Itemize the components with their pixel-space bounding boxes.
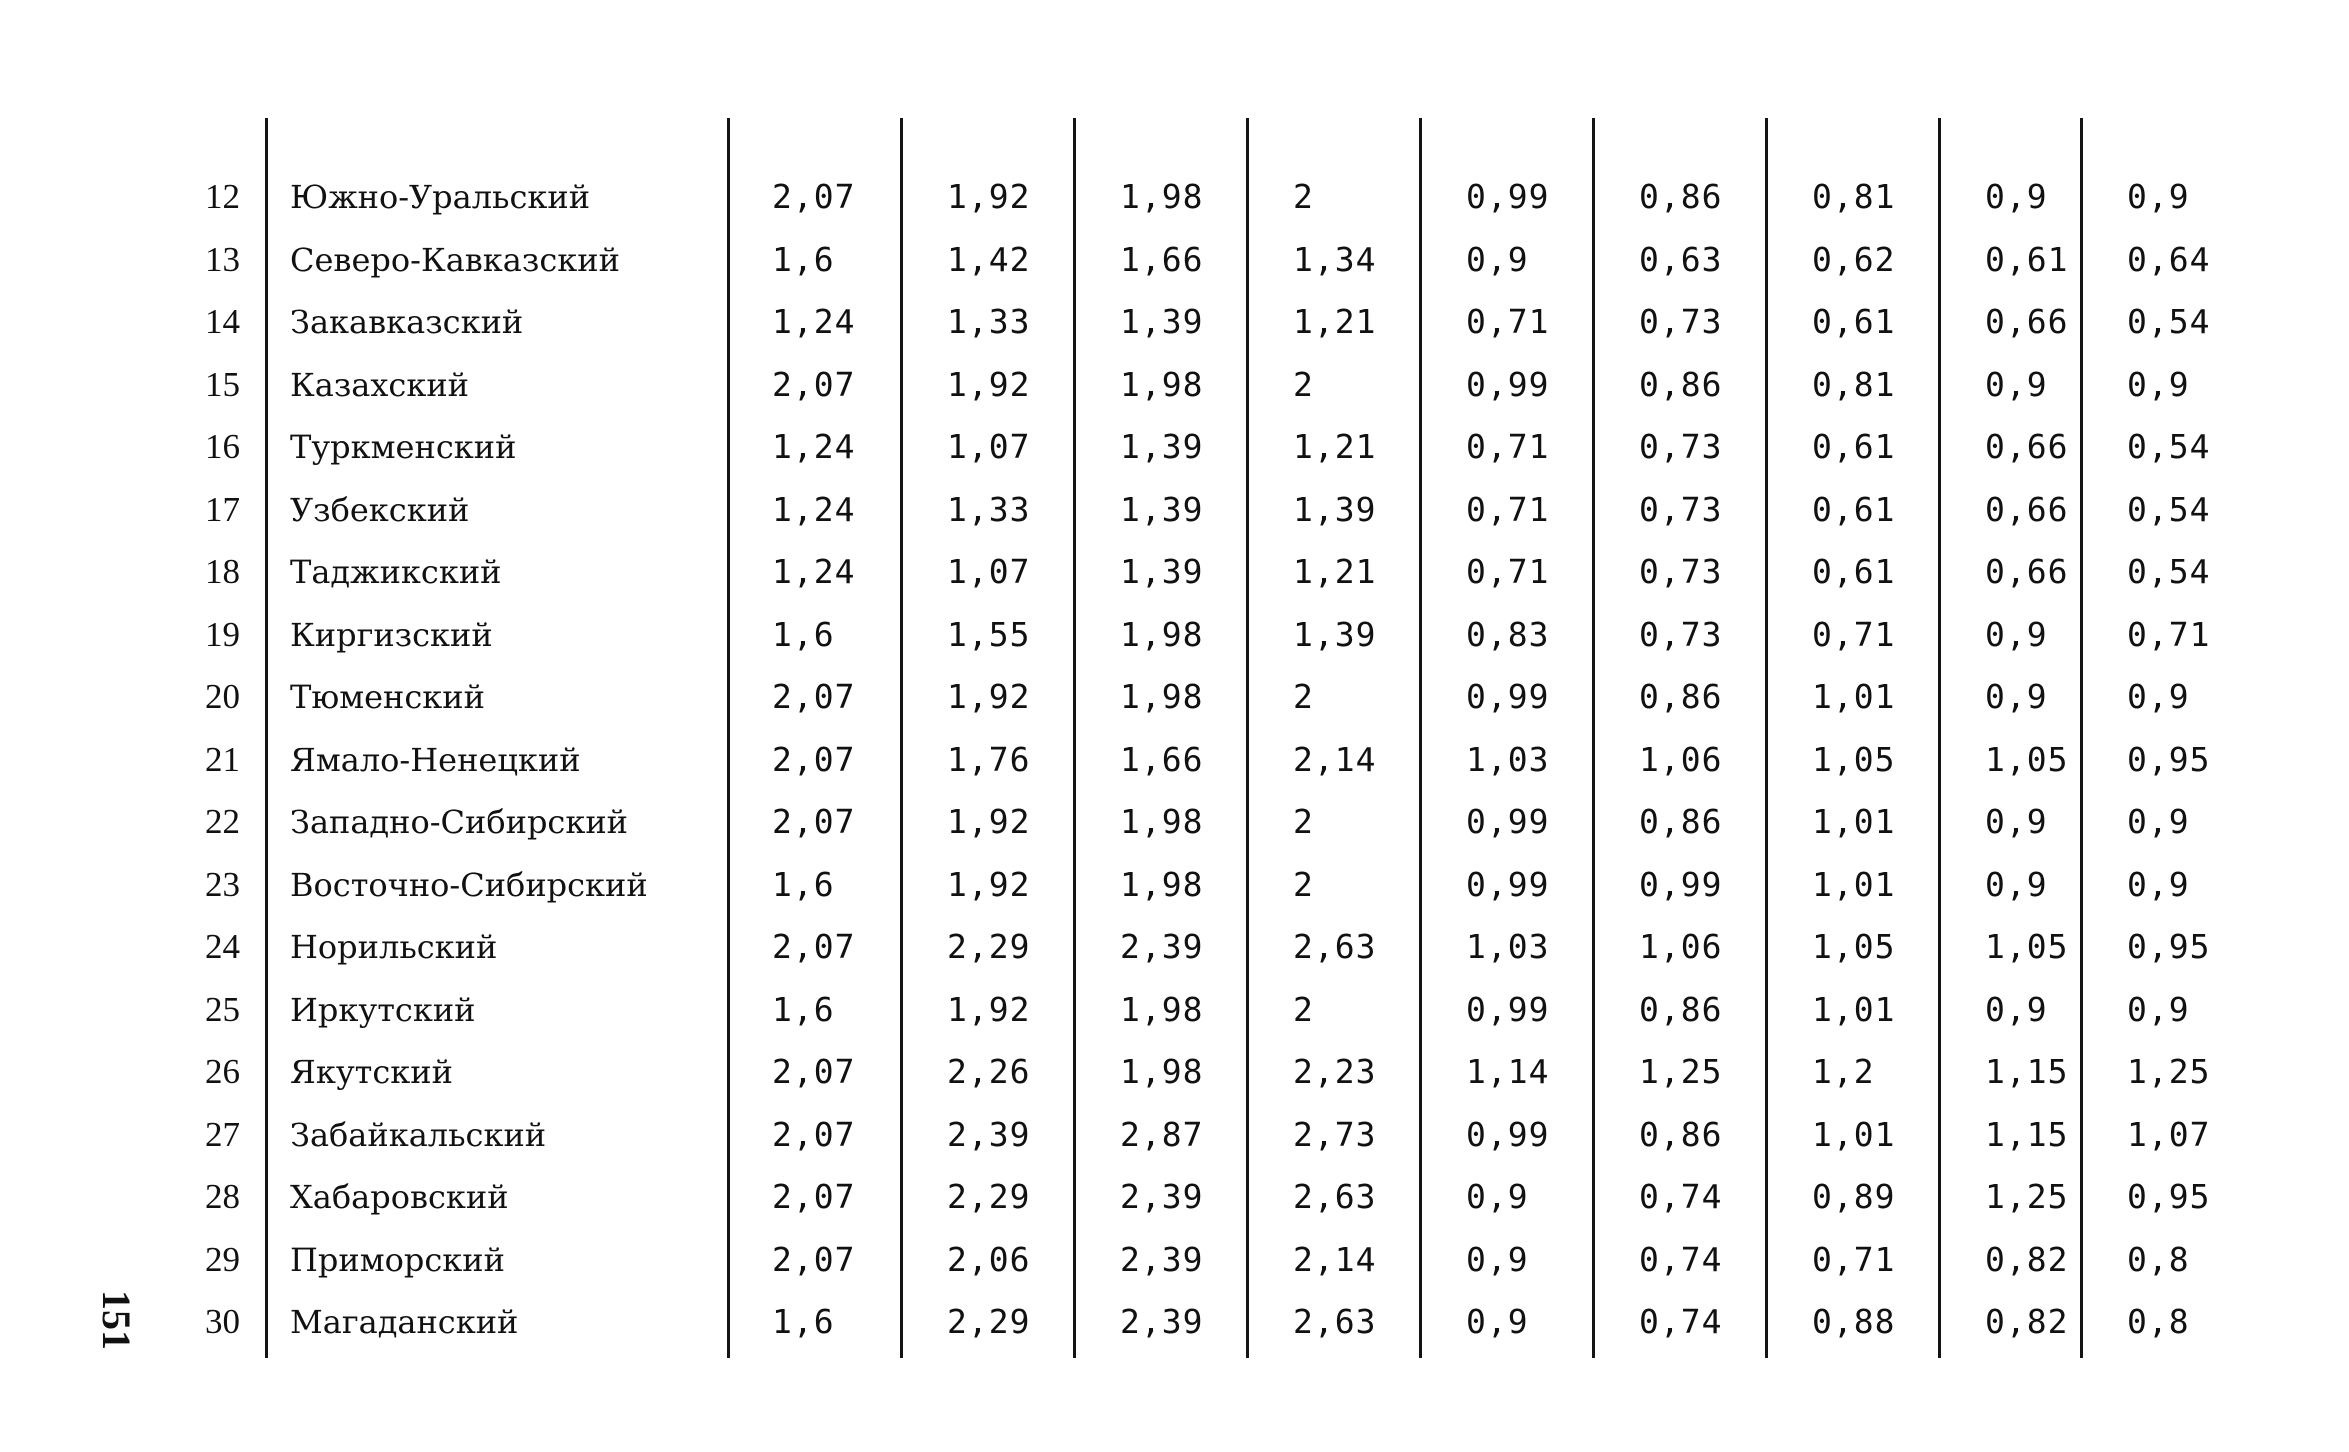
- coefficient-cell: 0,71: [1466, 302, 1550, 341]
- coefficient-cell: 0,95: [2127, 1177, 2211, 1216]
- coefficient-cell: 1,39: [1120, 552, 1204, 591]
- coefficient-cell: 2,07: [772, 739, 856, 779]
- coefficient-cell: 2,23: [1293, 1052, 1377, 1091]
- coefficient-cell: 0,99: [1466, 677, 1550, 716]
- coefficient-cell: 2,07: [772, 1177, 856, 1216]
- region-name: Таджикский: [290, 553, 502, 591]
- table-row: [190, 1041, 2230, 1104]
- coefficient-cell: 0,71: [1812, 614, 1896, 654]
- coefficient-cell: 2,29: [947, 1177, 1031, 1216]
- table-row: [190, 979, 2230, 1042]
- coefficient-cell: 2,26: [947, 1052, 1031, 1091]
- coefficient-cell: 0,64: [2127, 239, 2211, 279]
- coefficient-cell: 2,06: [947, 1239, 1031, 1279]
- row-number: 24: [205, 927, 240, 966]
- table-row: [190, 291, 2230, 354]
- coefficient-cell: 1,24: [772, 552, 856, 591]
- coefficient-cell: 0,54: [2127, 489, 2211, 529]
- coefficient-cell: 0,9: [1466, 1302, 1529, 1341]
- coefficient-cell: 2,29: [947, 927, 1031, 966]
- coefficient-cell: 1,03: [1466, 739, 1550, 779]
- table-row: [190, 666, 2230, 729]
- coefficient-cell: 1,39: [1120, 302, 1204, 341]
- coefficient-cell: 0,73: [1639, 302, 1723, 341]
- coefficient-cell: 0,73: [1639, 427, 1723, 466]
- row-number: 20: [205, 677, 240, 716]
- coefficient-cell: 0,9: [1985, 677, 2048, 716]
- coefficient-cell: 1,06: [1639, 927, 1723, 966]
- coefficient-cell: 0,71: [1812, 1239, 1896, 1279]
- row-number: 29: [205, 1239, 240, 1279]
- coefficient-cell: 0,99: [1639, 864, 1723, 904]
- coefficient-cell: 1,24: [772, 489, 856, 529]
- coefficient-cell: 0,62: [1812, 239, 1896, 279]
- coefficient-cell: 1,39: [1120, 427, 1204, 466]
- region-name: Казахский: [290, 365, 469, 404]
- coefficient-cell: 0,86: [1639, 1114, 1723, 1154]
- region-name: Забайкальский: [290, 1115, 547, 1154]
- coefficient-cell: 1,24: [772, 302, 856, 341]
- coefficient-cell: 1,25: [1985, 1177, 2069, 1216]
- coefficient-cell: 0,86: [1639, 364, 1723, 404]
- row-number: 14: [205, 302, 240, 341]
- coefficient-cell: 0,61: [1812, 427, 1896, 466]
- coefficient-cell: 0,9: [2127, 989, 2190, 1029]
- coefficient-cell: 0,66: [1985, 427, 2069, 466]
- coefficient-cell: 2,29: [947, 1302, 1031, 1341]
- coefficient-cell: 1,6: [772, 614, 835, 654]
- region-name: Иркутский: [290, 990, 476, 1029]
- coefficient-cell: 1,76: [947, 739, 1031, 779]
- table-row: [190, 916, 2230, 979]
- coefficient-cell: 1,07: [2127, 1114, 2211, 1154]
- coefficient-cell: 1,06: [1639, 739, 1723, 779]
- coefficient-cell: 0,74: [1639, 1177, 1723, 1216]
- table-row: [190, 1166, 2230, 1229]
- coefficient-cell: 1,98: [1120, 864, 1204, 904]
- coefficient-cell: 0,8: [2127, 1239, 2190, 1279]
- coefficient-cell: 0,66: [1985, 302, 2069, 341]
- row-number: 21: [205, 739, 240, 779]
- row-number: 26: [205, 1052, 240, 1091]
- region-name: Южно-Уральский: [290, 178, 591, 216]
- coefficient-cell: 2: [1293, 677, 1314, 716]
- coefficient-cell: 0,86: [1639, 177, 1723, 216]
- row-number: 13: [205, 239, 240, 279]
- coefficient-cell: 2,39: [947, 1114, 1031, 1154]
- coefficient-cell: 1,6: [772, 864, 835, 904]
- coefficient-cell: 1,15: [1985, 1052, 2069, 1091]
- coefficient-cell: 1,6: [772, 989, 835, 1029]
- coefficient-cell: 1,33: [947, 302, 1031, 341]
- page-number: 151: [94, 1290, 139, 1350]
- table-row: [190, 791, 2230, 854]
- row-number: 19: [205, 614, 240, 654]
- coefficient-cell: 1,98: [1120, 802, 1204, 841]
- coefficient-cell: 0,9: [1985, 802, 2048, 841]
- coefficient-cell: 1,25: [2127, 1052, 2211, 1091]
- table-row: [190, 1229, 2230, 1292]
- coefficient-cell: 1,05: [1985, 739, 2069, 779]
- coefficient-cell: 1,15: [1985, 1114, 2069, 1154]
- coefficient-cell: 1,21: [1293, 427, 1377, 466]
- coefficient-cell: 0,86: [1639, 989, 1723, 1029]
- coefficient-cell: 0,9: [1466, 239, 1529, 279]
- coefficient-cell: 0,95: [2127, 927, 2211, 966]
- coefficient-cell: 2: [1293, 364, 1314, 404]
- coefficient-cell: 1,21: [1293, 302, 1377, 341]
- region-name: Ямало-Ненецкий: [290, 740, 581, 779]
- coefficient-cell: 0,8: [2127, 1302, 2190, 1341]
- coefficient-cell: 1,98: [1120, 364, 1204, 404]
- region-name: Якутский: [290, 1053, 453, 1091]
- coefficient-cell: 0,9: [1985, 989, 2048, 1029]
- row-number: 28: [205, 1177, 240, 1216]
- coefficient-cell: 2,39: [1120, 1239, 1204, 1279]
- coefficient-cell: 0,74: [1639, 1302, 1723, 1341]
- coefficient-cell: 2,63: [1293, 1302, 1377, 1341]
- coefficient-cell: 1,98: [1120, 614, 1204, 654]
- coefficient-cell: 0,71: [1466, 427, 1550, 466]
- region-name: Тюменский: [290, 678, 485, 716]
- coefficient-cell: 2: [1293, 989, 1314, 1029]
- coefficient-cell: 0,61: [1812, 552, 1896, 591]
- coefficient-cell: 1,92: [947, 989, 1031, 1029]
- coefficient-cell: 2,07: [772, 927, 856, 966]
- table-row: [190, 729, 2230, 792]
- coefficient-cell: 0,9: [2127, 864, 2190, 904]
- row-number: 12: [205, 177, 240, 216]
- coefficient-cell: 0,82: [1985, 1302, 2069, 1341]
- region-name: Магаданский: [290, 1303, 519, 1341]
- coefficient-cell: 0,74: [1639, 1239, 1723, 1279]
- coefficient-cell: 2,63: [1293, 1177, 1377, 1216]
- table-row: [190, 416, 2230, 479]
- coefficient-cell: 1,2: [1812, 1052, 1875, 1091]
- coefficient-cell: 2,07: [772, 177, 856, 216]
- coefficient-cell: 0,73: [1639, 552, 1723, 591]
- coefficient-cell: 0,71: [1466, 489, 1550, 529]
- coefficient-cell: 0,71: [2127, 614, 2211, 654]
- coefficient-cell: 1,6: [772, 1302, 835, 1341]
- coefficient-cell: 1,66: [1120, 739, 1204, 779]
- coefficient-cell: 2: [1293, 802, 1314, 841]
- table-row: [190, 604, 2230, 667]
- coefficient-cell: 2,07: [772, 1239, 856, 1279]
- coefficient-cell: 0,9: [1985, 864, 2048, 904]
- coefficient-cell: 2,07: [772, 1114, 856, 1154]
- coefficient-cell: 0,66: [1985, 552, 2069, 591]
- coefficient-cell: 1,39: [1293, 489, 1377, 529]
- coefficient-cell: 1,03: [1466, 927, 1550, 966]
- coefficient-cell: 2,07: [772, 1052, 856, 1091]
- coefficient-cell: 1,33: [947, 489, 1031, 529]
- coefficient-cell: 0,86: [1639, 677, 1723, 716]
- region-name: Закавказский: [290, 303, 524, 341]
- row-number: 27: [205, 1114, 240, 1154]
- coefficient-cell: 0,99: [1466, 177, 1550, 216]
- coefficient-cell: 1,98: [1120, 677, 1204, 716]
- coefficient-cell: 0,61: [1812, 302, 1896, 341]
- coefficient-cell: 1,92: [947, 864, 1031, 904]
- region-name: Восточно-Сибирский: [290, 865, 648, 904]
- table-row: [190, 479, 2230, 542]
- coefficient-cell: 1,07: [947, 552, 1031, 591]
- coefficient-cell: 0,54: [2127, 552, 2211, 591]
- row-number: 25: [205, 989, 240, 1029]
- coefficient-cell: 0,9: [1466, 1177, 1529, 1216]
- coefficient-cell: 2: [1293, 177, 1314, 216]
- table-row: [190, 354, 2230, 417]
- coefficient-cell: 0,9: [2127, 802, 2190, 841]
- coefficient-cell: 1,98: [1120, 989, 1204, 1029]
- coefficient-cell: 2,07: [772, 677, 856, 716]
- coefficient-cell: 0,81: [1812, 177, 1896, 216]
- coefficient-cell: 1,01: [1812, 989, 1896, 1029]
- region-name: Киргизский: [290, 615, 493, 654]
- coefficient-cell: 0,73: [1639, 489, 1723, 529]
- coefficient-cell: 0,86: [1639, 802, 1723, 841]
- coefficient-cell: 0,9: [1466, 1239, 1529, 1279]
- coefficient-cell: 1,01: [1812, 1114, 1896, 1154]
- coefficient-cell: 0,9: [1985, 177, 2048, 216]
- coefficient-cell: 0,89: [1812, 1177, 1896, 1216]
- coefficient-cell: 2,14: [1293, 739, 1377, 779]
- coefficient-cell: 0,9: [1985, 614, 2048, 654]
- table-body: [190, 166, 2230, 1354]
- coefficient-cell: 1,34: [1293, 239, 1377, 279]
- coefficient-cell: 0,61: [1812, 489, 1896, 529]
- coefficient-cell: 0,54: [2127, 427, 2211, 466]
- coefficient-cell: 0,82: [1985, 1239, 2069, 1279]
- region-name: Туркменский: [290, 428, 517, 466]
- coefficient-cell: 1,39: [1293, 614, 1377, 654]
- table-row: [190, 541, 2230, 604]
- coefficient-cell: 0,9: [2127, 364, 2190, 404]
- table-row: [190, 1291, 2230, 1354]
- coefficient-cell: 0,99: [1466, 1114, 1550, 1154]
- coefficient-cell: 1,39: [1120, 489, 1204, 529]
- region-name: Хабаровский: [290, 1178, 509, 1216]
- region-name: Северо-Кавказский: [290, 240, 620, 279]
- coefficient-cell: 1,55: [947, 614, 1031, 654]
- coefficient-cell: 2,14: [1293, 1239, 1377, 1279]
- row-number: 16: [205, 427, 240, 466]
- coefficient-cell: 2,39: [1120, 1302, 1204, 1341]
- coefficient-cell: 0,99: [1466, 802, 1550, 841]
- coefficient-cell: 2,87: [1120, 1114, 1204, 1154]
- coefficient-cell: 1,05: [1812, 739, 1896, 779]
- coefficient-cell: 0,81: [1812, 364, 1896, 404]
- coefficient-cell: 0,99: [1466, 989, 1550, 1029]
- coefficient-cell: 2,39: [1120, 1177, 1204, 1216]
- coefficient-cell: 1,92: [947, 364, 1031, 404]
- coefficient-cell: 0,73: [1639, 614, 1723, 654]
- coefficient-cell: 1,92: [947, 802, 1031, 841]
- coefficient-cell: 0,66: [1985, 489, 2069, 529]
- coefficient-cell: 1,6: [772, 239, 835, 279]
- row-number: 17: [205, 489, 240, 529]
- row-number: 18: [205, 552, 240, 591]
- coefficient-cell: 1,42: [947, 239, 1031, 279]
- coefficient-cell: 1,05: [1985, 927, 2069, 966]
- coefficient-cell: 1,98: [1120, 1052, 1204, 1091]
- coefficient-cell: 1,25: [1639, 1052, 1723, 1091]
- table-row: [190, 229, 2230, 292]
- region-name: Узбекский: [290, 490, 470, 529]
- coefficient-cell: 1,01: [1812, 677, 1896, 716]
- coefficient-cell: 2: [1293, 864, 1314, 904]
- coefficient-cell: 0,71: [1466, 552, 1550, 591]
- coefficient-cell: 1,01: [1812, 864, 1896, 904]
- coefficient-cell: 1,14: [1466, 1052, 1550, 1091]
- row-number: 15: [205, 364, 240, 404]
- table-row: [190, 166, 2230, 229]
- coefficient-cell: 0,83: [1466, 614, 1550, 654]
- coefficient-cell: 1,21: [1293, 552, 1377, 591]
- coefficient-cell: 1,24: [772, 427, 856, 466]
- table-row: [190, 1104, 2230, 1167]
- coefficient-cell: 1,07: [947, 427, 1031, 466]
- coefficient-cell: 0,54: [2127, 302, 2211, 341]
- coefficient-cell: 2,07: [772, 802, 856, 841]
- row-number: 22: [205, 802, 240, 841]
- coefficient-cell: 2,39: [1120, 927, 1204, 966]
- coefficient-cell: 1,98: [1120, 177, 1204, 216]
- coefficient-table: [190, 118, 2230, 1358]
- coefficient-cell: 0,9: [2127, 677, 2190, 716]
- coefficient-cell: 1,92: [947, 177, 1031, 216]
- coefficient-cell: 2,73: [1293, 1114, 1377, 1154]
- coefficient-cell: 0,95: [2127, 739, 2211, 779]
- region-name: Приморский: [290, 1240, 505, 1279]
- row-number: 30: [205, 1302, 240, 1341]
- coefficient-cell: 1,01: [1812, 802, 1896, 841]
- coefficient-cell: 1,92: [947, 677, 1031, 716]
- coefficient-cell: 0,88: [1812, 1302, 1896, 1341]
- coefficient-cell: 1,66: [1120, 239, 1204, 279]
- coefficient-cell: 2,07: [772, 364, 856, 404]
- coefficient-cell: 2,63: [1293, 927, 1377, 966]
- coefficient-cell: 1,05: [1812, 927, 1896, 966]
- coefficient-cell: 0,99: [1466, 864, 1550, 904]
- coefficient-cell: 0,63: [1639, 239, 1723, 279]
- coefficient-cell: 0,61: [1985, 239, 2069, 279]
- row-number: 23: [205, 864, 240, 904]
- coefficient-cell: 0,9: [2127, 177, 2190, 216]
- coefficient-cell: 0,99: [1466, 364, 1550, 404]
- table-row: [190, 854, 2230, 917]
- region-name: Норильский: [290, 928, 498, 966]
- coefficient-cell: 0,9: [1985, 364, 2048, 404]
- region-name: Западно-Сибирский: [290, 803, 628, 841]
